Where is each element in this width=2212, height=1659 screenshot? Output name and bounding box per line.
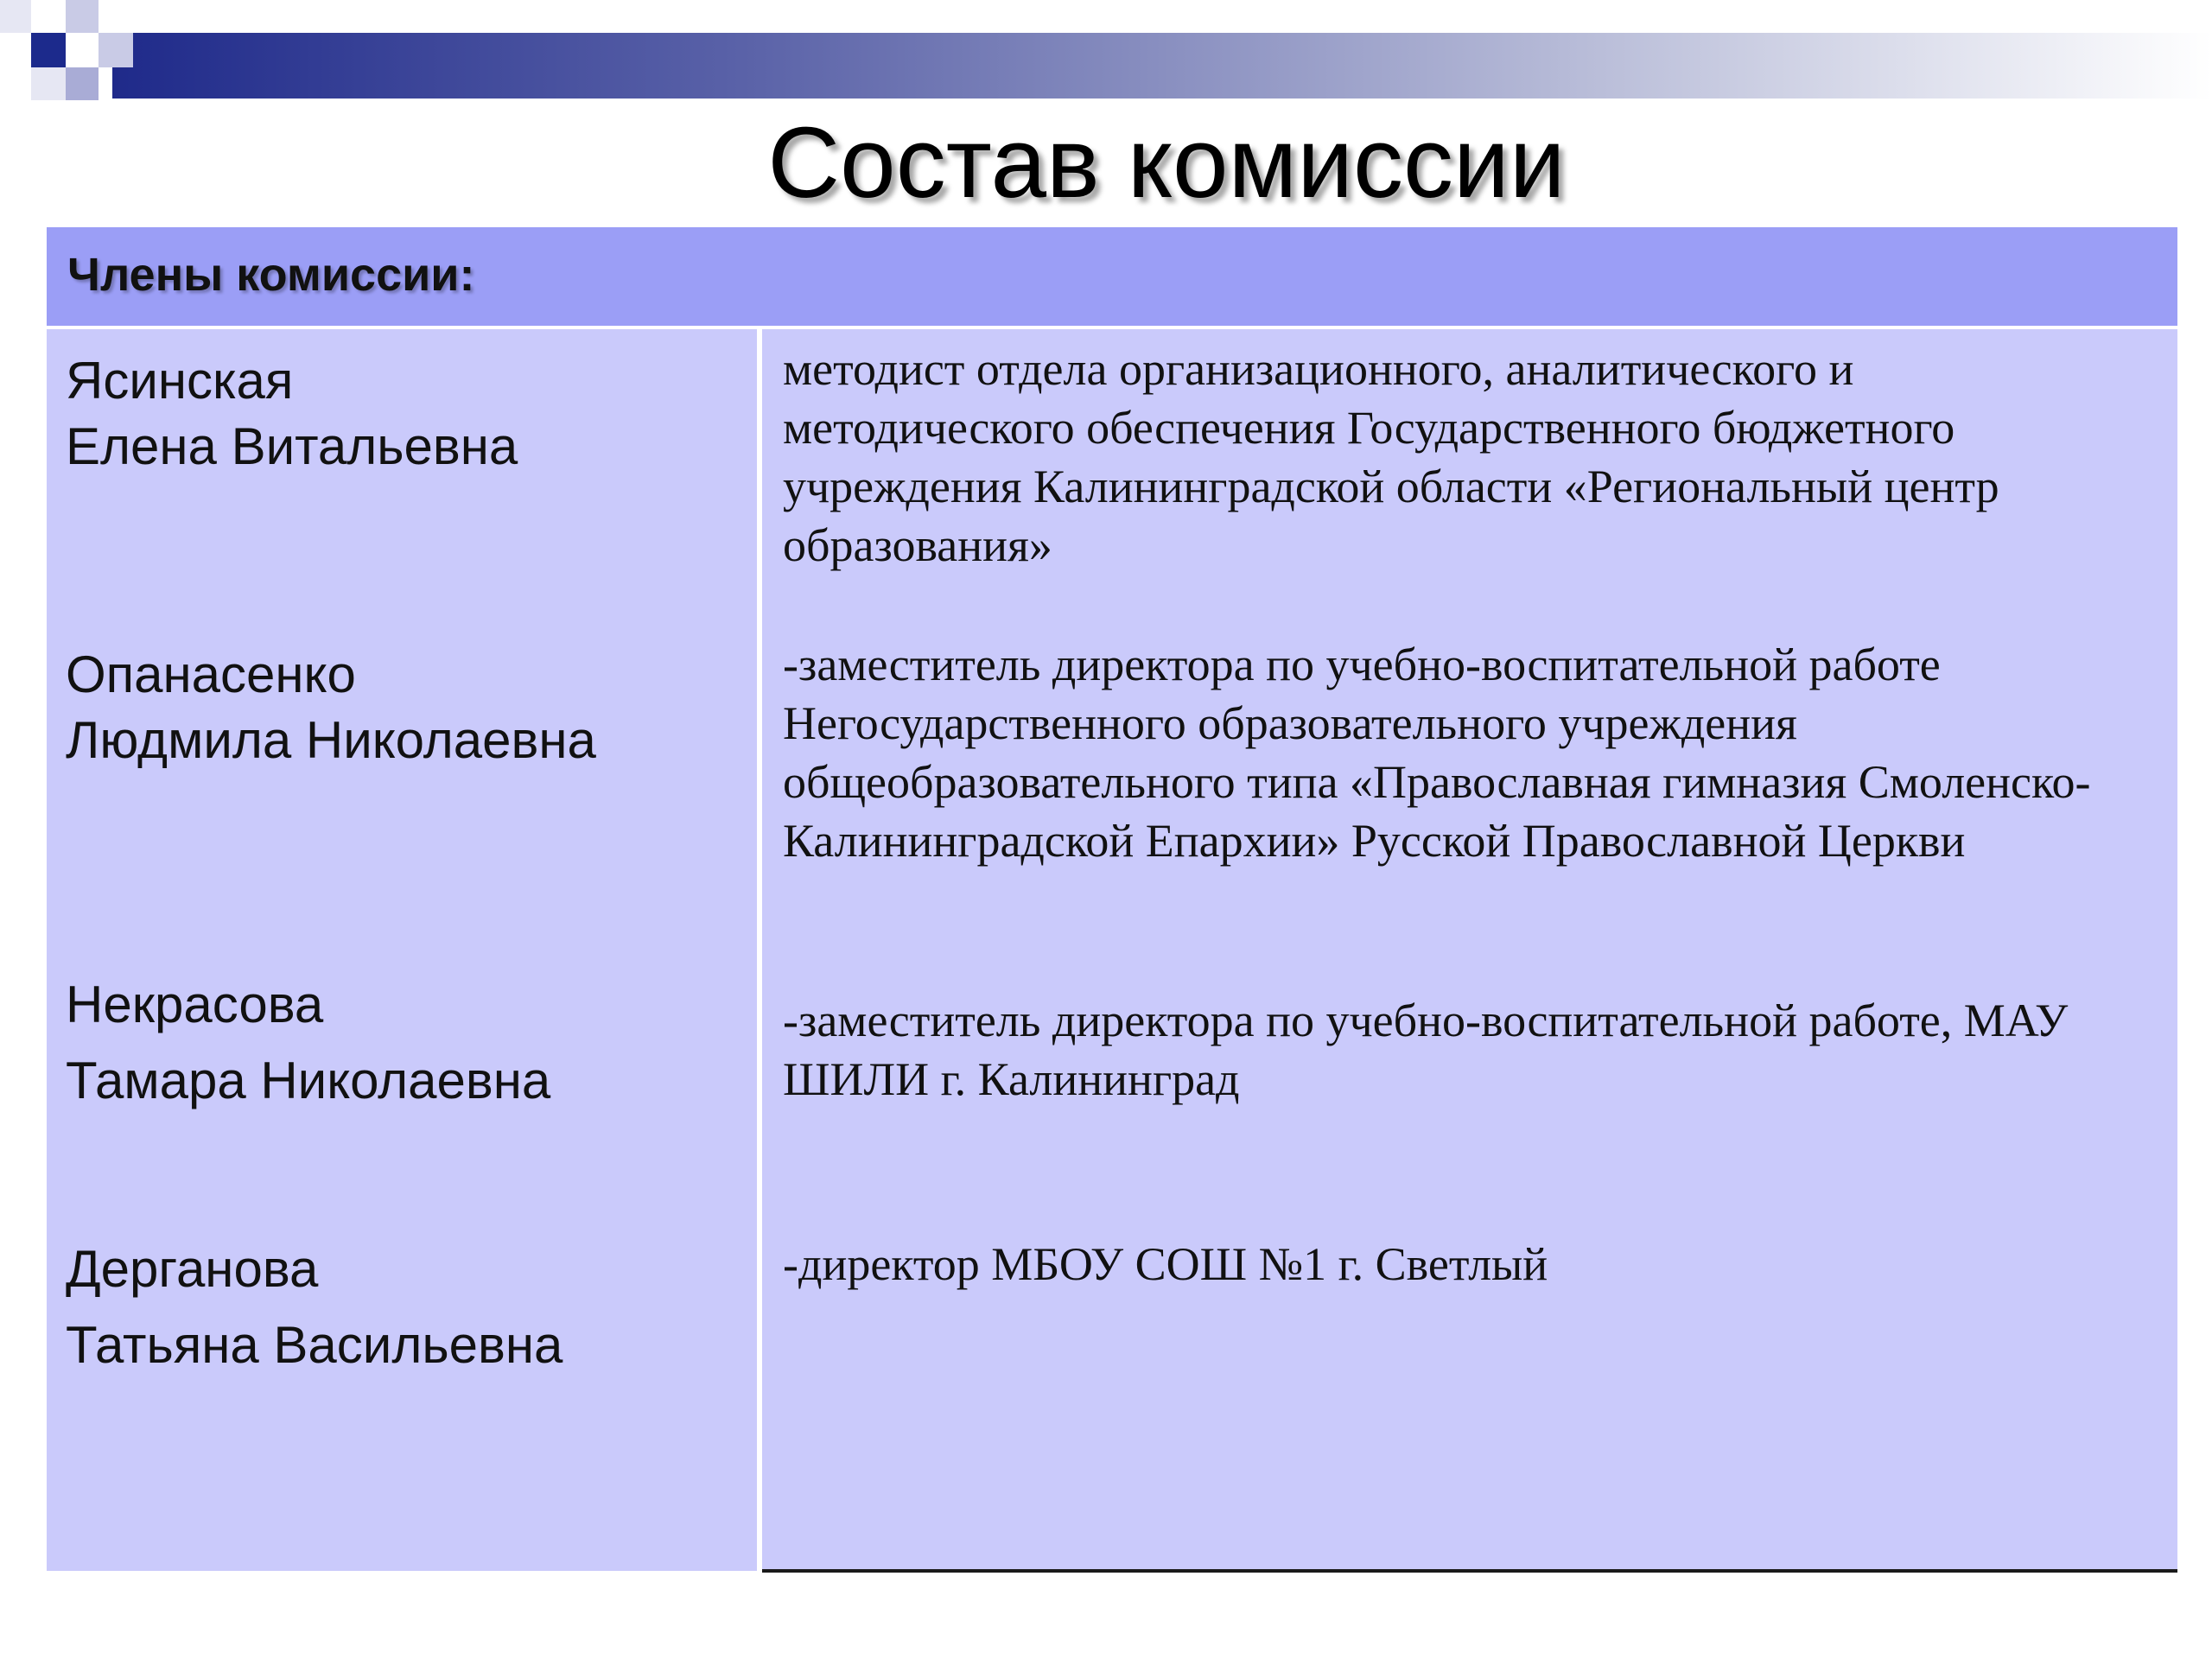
- member-role: методист отдела организационного, аналитического и методического обеспечения Государственного бюджетного учреждения Калининградской области «Региональный центр образования»: [783, 343, 1999, 571]
- table-header-label: Члены комиссии:: [67, 249, 475, 301]
- member-role: -заместитель директора по учебно-воспитательной работе, МАУ ШИЛИ г. Калининград: [783, 995, 2069, 1105]
- decor-square: [31, 67, 66, 100]
- members-table: [47, 227, 2177, 1571]
- decor-square: [66, 67, 99, 100]
- member-name: [66, 642, 596, 773]
- member-name: [66, 1231, 563, 1383]
- decor-square: [0, 0, 31, 33]
- decor-gradient-bar: [112, 33, 2212, 99]
- member-given-name: Татьяна Васильевна: [66, 1316, 563, 1374]
- member-role: -заместитель директора по учебно-воспитательной работе Негосударственного образовательного учреждения общеобразовательного типа «Православная гимназия Смоленско-Калининградской Епархии» Русской Православной Церкви: [783, 639, 2091, 867]
- decor-square: [66, 0, 99, 33]
- roles-column: [762, 329, 2177, 1573]
- names-column: [47, 329, 757, 1571]
- member-role: -директор МБОУ СОШ №1 г. Светлый: [783, 1238, 1548, 1290]
- member-given-name: Елена Витальевна: [66, 417, 518, 475]
- member-given-name: Людмила Николаевна: [66, 711, 596, 769]
- member-surname: Некрасова: [66, 976, 324, 1033]
- member-surname: Опанасенко: [66, 645, 356, 703]
- decor-square: [99, 33, 133, 67]
- member-surname: Ясинская: [66, 352, 294, 410]
- member-name: [66, 967, 550, 1119]
- member-given-name: Тамара Николаевна: [66, 1052, 551, 1109]
- member-surname: Дерганова: [66, 1240, 319, 1298]
- table-header-row: [47, 227, 2177, 329]
- member-name: [66, 348, 518, 480]
- slide-title: Состав комиссии: [767, 106, 1566, 219]
- decor-square-dark: [31, 33, 66, 67]
